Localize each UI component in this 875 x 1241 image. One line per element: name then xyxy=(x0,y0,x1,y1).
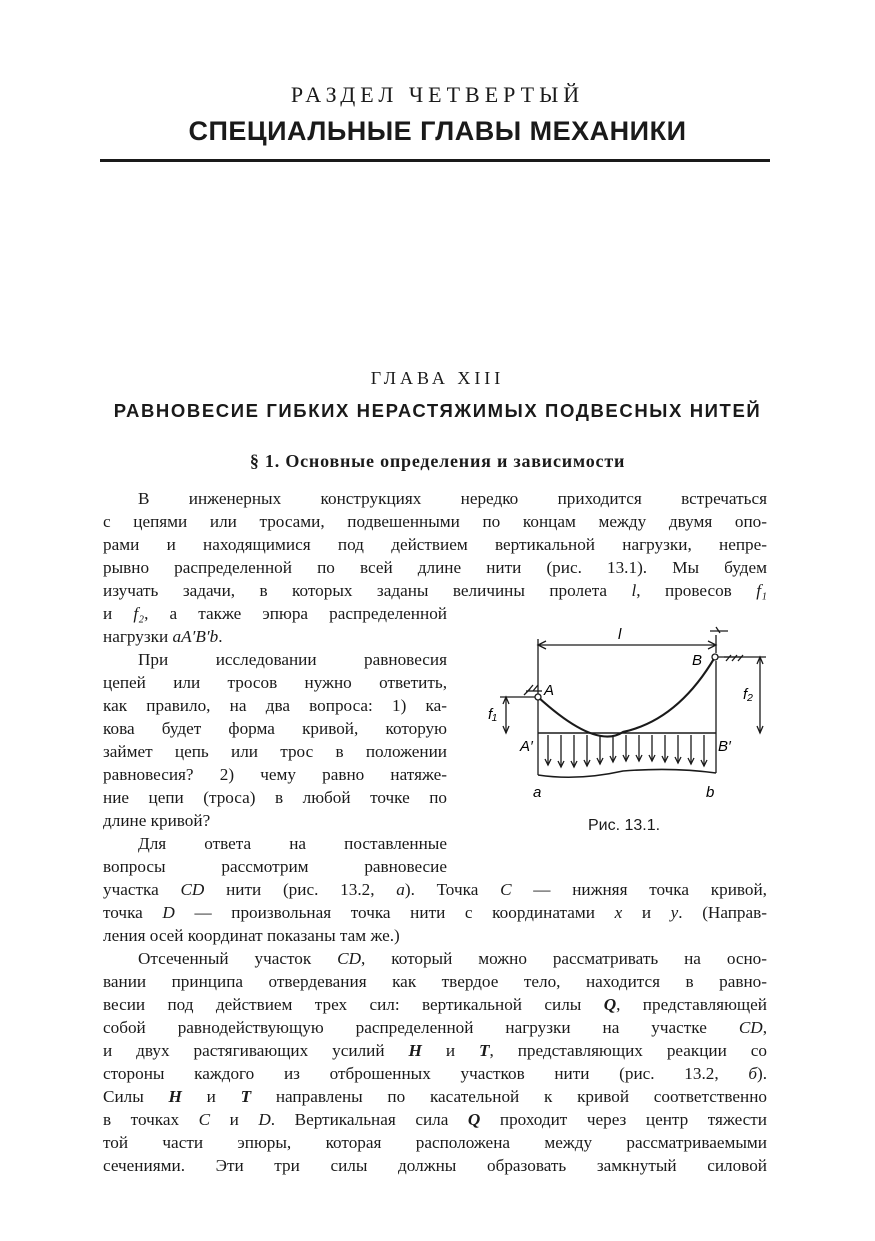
text-span: и xyxy=(210,1110,259,1129)
text-line xyxy=(103,1063,767,1085)
text-span: H xyxy=(408,1041,422,1060)
text-span: весии под действием трех сил: вертикальной силы xyxy=(103,995,604,1014)
text-span: C xyxy=(500,880,512,899)
figure-13-1-drawing xyxy=(488,625,778,815)
hinge-b xyxy=(712,654,718,660)
paragraph-title: § 1. Основные определения и зависимости xyxy=(249,451,626,471)
text-span: точка xyxy=(103,903,163,922)
label-b-lower: b xyxy=(706,784,715,801)
text-span: Q xyxy=(603,995,617,1014)
text-span: D xyxy=(162,903,175,922)
text-line: с цепями или тросами, подвешенными по концам между двумя опо- xyxy=(103,512,767,531)
text-span: x xyxy=(614,903,623,922)
text-span: , который можно рассматривать на осно- xyxy=(361,949,768,968)
text-span: участка xyxy=(103,880,181,899)
text-span: , а также эпюра распределенной xyxy=(144,604,447,623)
text-span: CD xyxy=(738,1018,763,1037)
text-span: , провесов xyxy=(636,581,757,600)
text-span: и xyxy=(103,604,134,623)
text-line xyxy=(103,580,767,602)
figure-caption: Рис. 13.1. xyxy=(587,817,661,834)
text-span: ). xyxy=(756,1064,767,1083)
text-span: и xyxy=(622,903,671,922)
text-span: CD xyxy=(337,949,362,968)
text-span: — произвольная точка нити с координатами xyxy=(174,903,615,922)
text-line xyxy=(103,626,447,648)
text-span: . Вертикальная сила xyxy=(270,1110,468,1129)
text-line: той части эпюры, которая расположена между рассматриваемыми xyxy=(103,1133,767,1152)
text-span: y xyxy=(670,903,679,922)
text-span: D xyxy=(258,1110,271,1129)
text-line: рывно распределенной по всей длине нити (рис. 13.1). Мы будем xyxy=(103,558,767,577)
text-line: сечениями. Эти три силы должны образовать замкнутый силовой xyxy=(103,1156,767,1175)
cable-curve xyxy=(538,657,715,737)
text-span: . (Направ- xyxy=(678,903,767,922)
text-line xyxy=(103,1017,767,1039)
chapter-label: ГЛАВА XIII xyxy=(370,368,505,388)
text-line: вании принципа отвердевания как твердое тело, находится в равно- xyxy=(103,972,767,991)
text-span: стороны каждого из отброшенных участков нити (рис. 13.2, xyxy=(103,1064,749,1083)
text-span: C xyxy=(198,1110,211,1129)
text-line xyxy=(103,1086,767,1108)
text-span: б xyxy=(748,1064,757,1083)
text-line: рами и находящимися под действием вертикальной нагрузки, непре- xyxy=(103,535,767,554)
text-span: нити (рис. 13.2, xyxy=(204,880,397,899)
text-span: в точках xyxy=(103,1110,199,1129)
text-span: f₁ xyxy=(756,581,767,600)
text-span: CD xyxy=(180,880,205,899)
figure-13-1 xyxy=(488,625,778,815)
text-line xyxy=(103,948,767,970)
section-label: РАЗДЕЛ ЧЕТВЕРТЫЙ xyxy=(290,82,585,107)
support-b-hatch-3 xyxy=(726,655,731,661)
load-diagram-outline xyxy=(538,769,716,777)
label-b-prime: B′ xyxy=(718,738,731,755)
section-title: СПЕЦИАЛЬНЫЕ ГЛАВЫ МЕХАНИКИ xyxy=(188,116,687,146)
label-l: l xyxy=(618,626,622,643)
text-span: — нижняя точка кривой, xyxy=(511,880,767,899)
text-span: Q xyxy=(467,1110,481,1129)
text-line: В инженерных конструкциях нередко приходится встречаться xyxy=(138,489,767,508)
support-b-hatch-4 xyxy=(732,655,737,661)
text-span: нагрузки xyxy=(103,627,173,646)
label-f2: f₂ xyxy=(743,686,753,703)
text-line: ления осей координат показаны там же.) xyxy=(103,926,400,945)
text-span: , xyxy=(762,1018,767,1037)
text-span: направлены по касательной к кривой соответственно xyxy=(251,1087,767,1106)
support-b-hatch-1 xyxy=(716,627,720,633)
label-f1: f₁ xyxy=(488,706,497,723)
label-a-lower: a xyxy=(533,784,542,801)
chapter-title: РАВНОВЕСИЕ ГИБКИХ НЕРАСТЯЖИМЫХ ПОДВЕСНЫХ НИТЕЙ xyxy=(113,400,762,421)
support-a-hatch-3 xyxy=(524,689,530,695)
text-line xyxy=(103,879,767,901)
text-span: и xyxy=(421,1041,479,1060)
hinge-a xyxy=(535,694,541,700)
text-line xyxy=(103,1109,767,1131)
text-span: aA′B′b xyxy=(172,627,219,646)
text-span: T xyxy=(478,1041,490,1060)
text-line: вопросы рассмотрим равновесие xyxy=(103,857,447,876)
text-span: l xyxy=(631,581,637,600)
text-span: и двух растягивающих усилий xyxy=(103,1041,409,1060)
text-span: f₂ xyxy=(133,604,145,623)
text-span: T xyxy=(240,1087,252,1106)
text-line xyxy=(103,994,767,1016)
text-span: ). Точка xyxy=(404,880,501,899)
text-line xyxy=(103,1040,767,1062)
text-span: . xyxy=(218,627,223,646)
support-a-hatch-2 xyxy=(533,685,538,691)
text-line xyxy=(103,603,447,625)
text-line: кова будет форма кривой, которую xyxy=(103,719,447,738)
label-b-point: B xyxy=(692,652,703,669)
text-line: займет цепь или трос в положении xyxy=(103,742,447,761)
text-line: При исследовании равновесия xyxy=(138,650,447,669)
support-b-hatch-5 xyxy=(738,655,743,661)
text-line: ние цепи (троса) в любой точке по xyxy=(103,788,447,807)
text-span: H xyxy=(168,1087,182,1106)
text-span: Отсеченный участок xyxy=(138,949,338,968)
text-line: равновесия? 2) чему равно натяже- xyxy=(103,765,447,784)
text-line xyxy=(103,902,767,924)
text-span: Силы xyxy=(103,1087,169,1106)
text-line: как правило, на два вопроса: 1) ка- xyxy=(103,696,447,715)
text-line: длине кривой? xyxy=(103,811,211,830)
text-span: и xyxy=(181,1087,241,1106)
header-rule xyxy=(100,159,770,162)
text-span: проходит через центр тяжести xyxy=(480,1110,768,1129)
text-span: , представляющей xyxy=(616,995,767,1014)
text-span: изучать задачи, в которых заданы величины пролета xyxy=(103,581,632,600)
text-span: собой равнодействующую распределенной нагрузки на участке xyxy=(103,1018,739,1037)
load-arrows xyxy=(545,735,707,767)
text-line: цепей или тросов нужно ответить, xyxy=(103,673,447,692)
text-line: Для ответа на поставленные xyxy=(138,834,447,853)
text-span: а xyxy=(396,880,405,899)
text-span: , представляющих реакции со xyxy=(489,1041,767,1060)
label-a-prime: A′ xyxy=(520,738,533,755)
label-a-point: A xyxy=(544,682,555,699)
